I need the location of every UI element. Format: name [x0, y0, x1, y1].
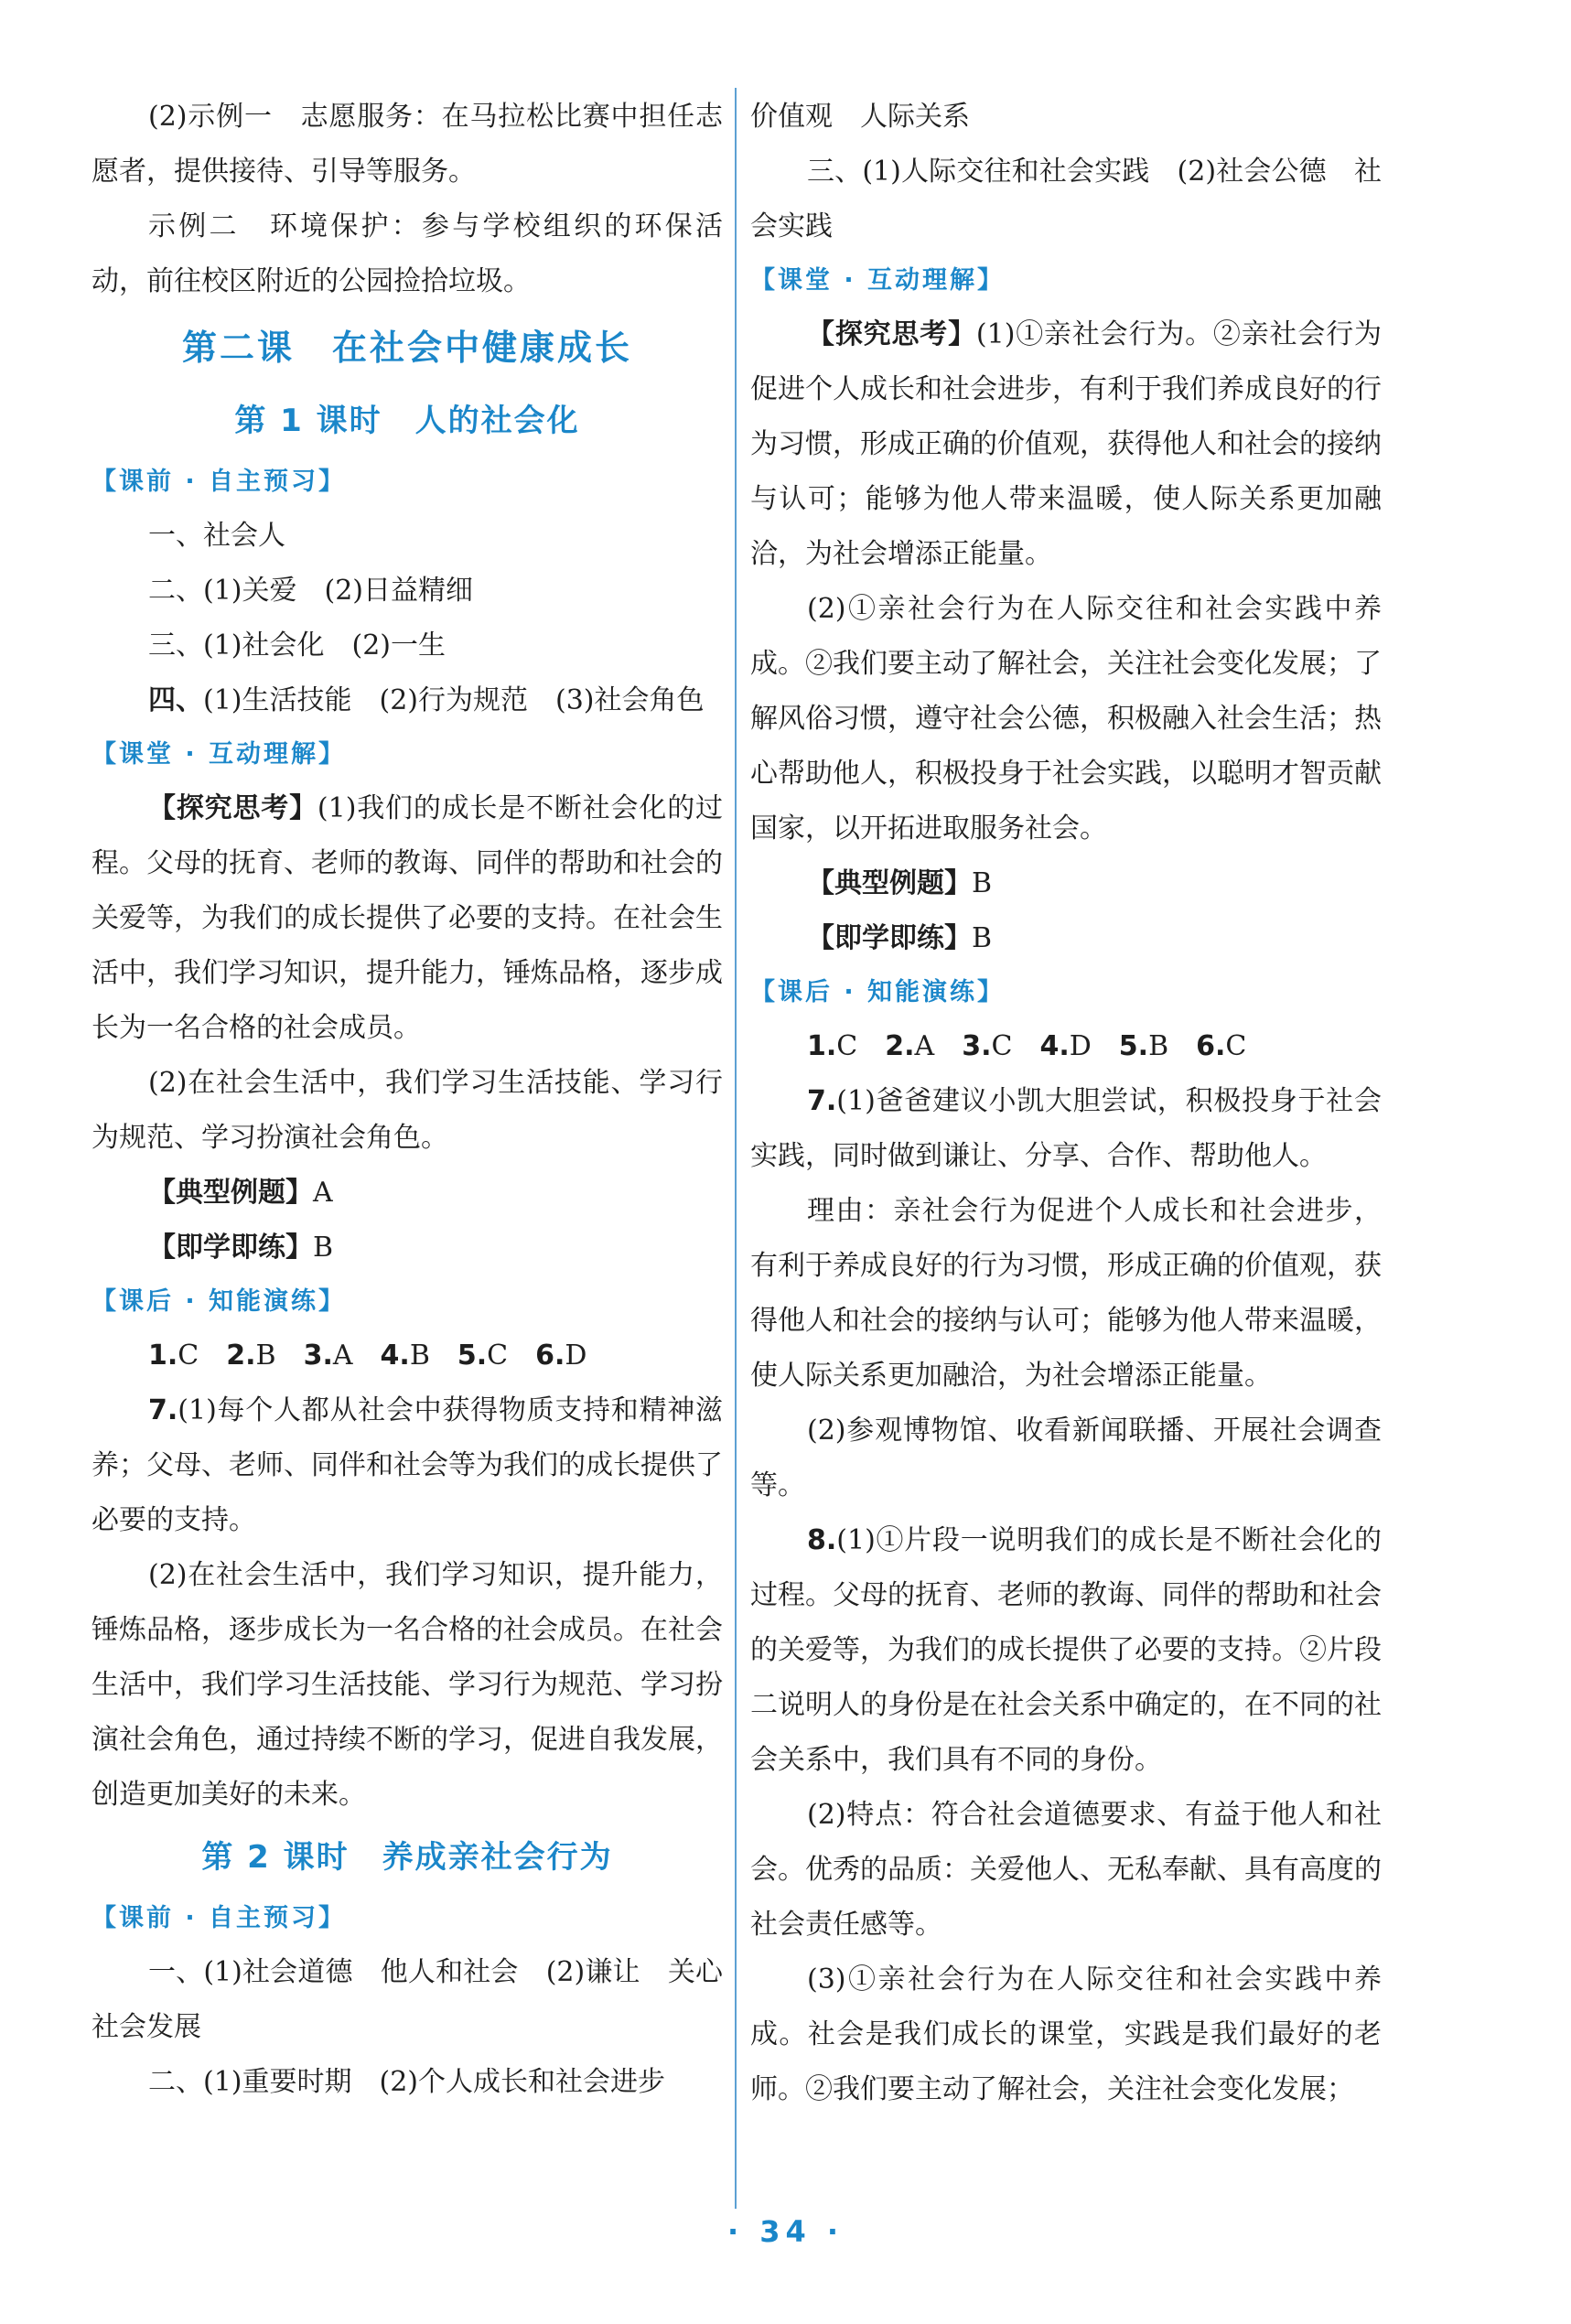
right-column — [750, 90, 1382, 2117]
mcq-ans: B — [409, 1340, 430, 1372]
explore-text-1: (1)①亲社会行为。②亲社会行为促进个人成长和社会进步，有利于我们养成良好的行为习惯，形成正确的价值观，获得他人和社会的接纳与认可；能够为他人带来温暖，使人际关系更加融洽，为社会增添正能量。 — [750, 318, 1383, 570]
p2-preview-answer-2: 二、(1)重要时期 (2)个人成长和社会进步 — [148, 2066, 665, 2098]
mcq-num: 5. — [457, 1340, 488, 1372]
mcq-num: 6. — [535, 1340, 565, 1372]
explore-label: 【探究思考】 — [807, 318, 976, 350]
page-number: · 34 · — [726, 2214, 845, 2249]
practice-answer: B — [313, 1232, 334, 1264]
section-after: 【课后 · 知能演练】 — [750, 978, 1006, 1006]
question-8-part-1 — [750, 1513, 1382, 1788]
preview-answer-4-text: (1)生活技能 (2)行为规范 (3)社会角色 — [203, 684, 705, 716]
continued-answer: 价值观 人际关系 — [750, 101, 970, 133]
typical-example — [91, 1166, 723, 1221]
explore-answer-1 — [750, 307, 1382, 582]
mcq-num: 2. — [885, 1030, 915, 1062]
section-preview-2: 【课前 · 自主预习】 — [91, 1904, 347, 1932]
section-class: 【课堂 · 互动理解】 — [750, 266, 1006, 295]
practice-answer: B — [972, 922, 993, 954]
question-8-part-2: (2)特点：符合社会道德要求、有益于他人和社会。优秀的品质：关爱他人、无私奉献、具有高度的社会责任感等。 — [750, 1799, 1382, 1941]
example-two: 示例二 环境保护：参与学校组织的环保活动，前往校区附近的公园捡拾垃圾。 — [91, 210, 723, 297]
question-7-text-1: (1)爸爸建议小凯大胆尝试，积极投身于社会实践，同时做到谦让、分享、合作、帮助他人。 — [750, 1085, 1382, 1172]
mcq-ans: C — [487, 1340, 509, 1372]
mcq-num: 4. — [380, 1340, 410, 1372]
mcq-num: 5. — [1118, 1030, 1149, 1062]
mcq-num: 3. — [962, 1030, 992, 1062]
practice-label: 【即学即练】 — [807, 922, 972, 954]
question-7-number: 7. — [148, 1394, 178, 1426]
preview-answer-3: 三、(1)人际交往和社会实践 (2)社会公德 社会实践 — [750, 156, 1382, 242]
mcq-ans: B — [1148, 1030, 1169, 1062]
question-7-part-2: (2)在社会生活中，我们学习知识，提升能力，锤炼品格，逐步成长为一名合格的社会成员。在社会生活中，我们学习生活技能、学习行为规范、学习扮演社会角色，通过持续不断的学习，促进自我发展，创造更加美好的未来。 — [91, 1559, 723, 1811]
typical-example — [750, 856, 1382, 911]
preview-answer-3: 三、(1)社会化 (2)一生 — [148, 629, 446, 662]
question-7-part-2: (2)参观博物馆、收看新闻联播、开展社会调查等。 — [750, 1415, 1382, 1501]
example-label: 【典型例题】 — [807, 867, 972, 899]
quick-practice — [750, 911, 1382, 966]
period-2-title: 第 2 课时 养成亲社会行为 — [201, 1839, 613, 1876]
mcq-ans: A — [914, 1030, 935, 1062]
question-8-part-3: (3)①亲社会行为在人际交往和社会实践中养成。社会是我们成长的课堂，实践是我们最好的老师。②我们要主动了解社会，关注社会变化发展； — [750, 1964, 1382, 2105]
mcq-num: 1. — [148, 1340, 178, 1372]
left-column — [91, 90, 723, 2110]
question-7-text-1: (1)每个人都从社会中获得物质支持和精神滋养；父母、老师、同伴和社会等为我们的成长提供了必要的支持。 — [91, 1394, 723, 1536]
preview-answer-4-lead: 四、 — [148, 684, 203, 716]
explore-answer-1 — [91, 781, 723, 1056]
mcq-ans: D — [565, 1340, 587, 1372]
question-7-part-1 — [91, 1383, 723, 1548]
mcq-num: 3. — [303, 1340, 333, 1372]
column-divider — [735, 88, 737, 2209]
question-7-reason: 理由：亲社会行为促进个人成长和社会进步，有利于养成良好的行为习惯，形成正确的价值观，获得他人和社会的接纳与认可；能够为他人带来温暖，使人际关系更加融洽，为社会增添正能量。 — [750, 1195, 1382, 1392]
question-7-number: 7. — [807, 1085, 837, 1117]
explore-answer-2: (2)在社会生活中，我们学习生活技能、学习行为规范、学习扮演社会角色。 — [91, 1067, 723, 1154]
p2-preview-answer-1: 一、(1)社会道德 他人和社会 (2)谦让 关心社会发展 — [91, 1956, 723, 2043]
mcq-num: 2. — [226, 1340, 256, 1372]
mcq-num: 1. — [807, 1030, 837, 1062]
preview-answer-2: 二、(1)关爱 (2)日益精细 — [148, 575, 473, 607]
practice-label: 【即学即练】 — [148, 1232, 313, 1264]
mcq-answers — [91, 1329, 723, 1383]
section-class: 【课堂 · 互动理解】 — [91, 740, 347, 769]
mcq-ans: D — [1069, 1030, 1092, 1062]
explore-answer-2: (2)①亲社会行为在人际交往和社会实践中养成。②我们要主动了解社会，关注社会变化发展；了解风俗习惯，遵守社会公德，积极融入社会生活；热心帮助他人，积极投身于社会实践，以聪明才智贡献国家，以开拓进取服务社会。 — [750, 593, 1382, 845]
mcq-ans: C — [991, 1030, 1013, 1062]
mcq-num: 6. — [1196, 1030, 1226, 1062]
mcq-ans: C — [836, 1030, 858, 1062]
period-1-title: 第 1 课时 人的社会化 — [234, 403, 580, 439]
mcq-ans: C — [1225, 1030, 1247, 1062]
lesson-title: 第二课 在社会中健康成长 — [181, 328, 632, 368]
mcq-ans: C — [178, 1340, 199, 1372]
explore-text-1: (1)我们的成长是不断社会化的过程。父母的抚育、老师的教诲、同伴的帮助和社会的关爱等，为我们的成长提供了必要的支持。在社会生活中，我们学习知识，提升能力，锤炼品格，逐步成长为一名合格的社会成员。 — [91, 792, 724, 1044]
mcq-answers — [750, 1019, 1382, 1074]
question-8-text-1: (1)①片段一说明我们的成长是不断社会化的过程。父母的抚育、老师的教诲、同伴的帮助和社会的关爱等，为我们的成长提供了必要的支持。②片段二说明人的身份是在社会关系中确定的，在不同的社会关系中，我们具有不同的身份。 — [750, 1524, 1382, 1776]
mcq-ans: A — [332, 1340, 353, 1372]
example-one: (2)示例一 志愿服务：在马拉松比赛中担任志愿者，提供接待、引导等服务。 — [91, 101, 723, 188]
question-8-number: 8. — [807, 1524, 837, 1556]
mcq-ans: B — [255, 1340, 276, 1372]
preview-answer-4 — [91, 673, 723, 728]
question-7-part-1 — [750, 1074, 1382, 1184]
preview-answer-1: 一、社会人 — [148, 520, 285, 552]
example-label: 【典型例题】 — [148, 1177, 313, 1209]
quick-practice — [91, 1221, 723, 1275]
section-preview: 【课前 · 自主预习】 — [91, 468, 347, 496]
mcq-num: 4. — [1039, 1030, 1070, 1062]
example-answer: A — [313, 1177, 333, 1209]
example-answer: B — [972, 867, 993, 899]
explore-label: 【探究思考】 — [148, 792, 317, 824]
section-after: 【课后 · 知能演练】 — [91, 1287, 347, 1316]
